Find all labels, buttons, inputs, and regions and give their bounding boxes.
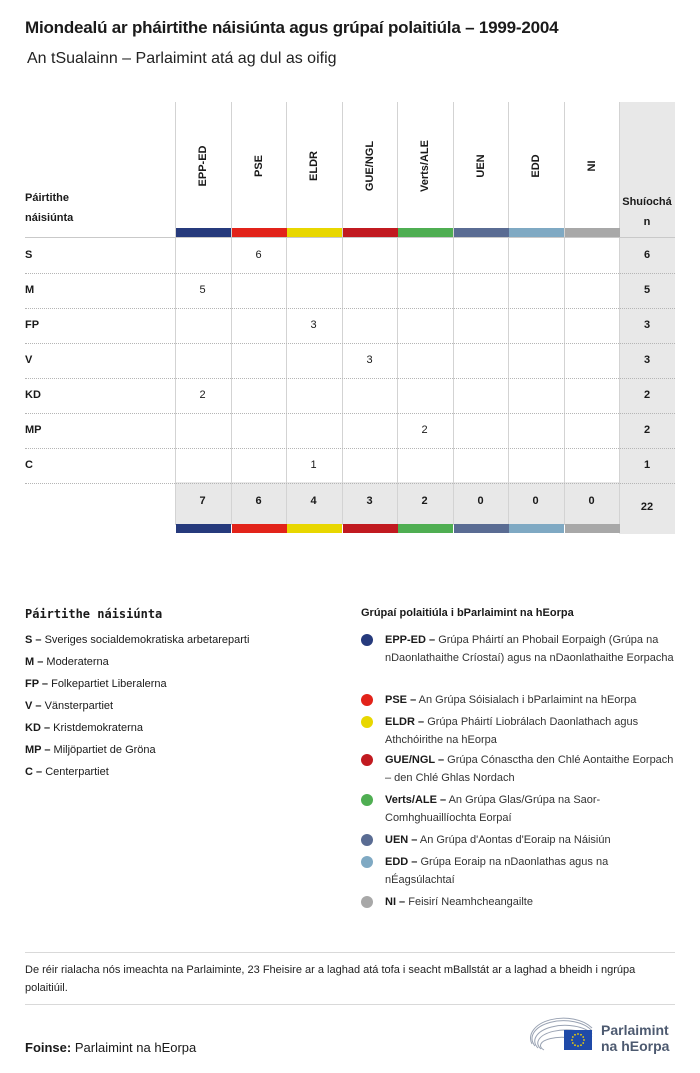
group-legend-item bbox=[361, 691, 675, 709]
group-name: An Grúpa Glas/Grúpa na Saor-Comhghuaillíochta Eorpaí bbox=[385, 794, 601, 824]
group-header-epped bbox=[175, 110, 230, 222]
eu-star-icon bbox=[580, 1044, 582, 1046]
group-color-dot-icon bbox=[361, 754, 373, 766]
group-header-label: PSE bbox=[252, 154, 265, 178]
group-legend-text bbox=[385, 893, 675, 911]
source-line bbox=[25, 1040, 196, 1055]
group-header-eldr bbox=[286, 110, 341, 222]
national-parties-legend bbox=[25, 631, 249, 785]
party-row-label: C bbox=[25, 459, 33, 471]
group-legend-text bbox=[385, 831, 675, 849]
column-total: 0 bbox=[588, 495, 595, 507]
group-name: Grúpa Cónasctha den Chlé Aontaithe Eorpach – den Chlé Ghlas Nordach bbox=[385, 754, 674, 784]
group-header-label: NI bbox=[585, 160, 598, 172]
group-color-dot-icon bbox=[361, 694, 373, 706]
party-name: Miljöpartiet de Gröna bbox=[53, 744, 156, 756]
row-divider bbox=[25, 413, 675, 414]
group-abbr: NI – bbox=[385, 896, 406, 908]
row-divider bbox=[25, 448, 675, 449]
national-parties-header: Páirtithe náisiúnta bbox=[25, 192, 74, 224]
seat-cell: 6 bbox=[255, 249, 262, 261]
column-total: 4 bbox=[310, 495, 317, 507]
party-row-label: V bbox=[25, 354, 33, 366]
group-color-bar bbox=[398, 228, 453, 237]
row-divider bbox=[25, 378, 675, 379]
group-abbr: UEN – bbox=[385, 834, 418, 846]
seats-header: Shuíochán bbox=[622, 196, 672, 228]
party-legend-item bbox=[25, 675, 249, 697]
eu-star-icon bbox=[574, 1034, 576, 1036]
party-abbr: V – bbox=[25, 700, 42, 712]
row-divider bbox=[25, 273, 675, 274]
party-row-label: S bbox=[25, 249, 33, 261]
group-legend-text bbox=[385, 751, 675, 787]
row-total: 6 bbox=[643, 249, 651, 261]
row-divider bbox=[25, 483, 675, 484]
column-total: 3 bbox=[366, 495, 373, 507]
group-legend-item bbox=[361, 631, 675, 667]
group-color-bar bbox=[176, 524, 231, 533]
row-divider bbox=[25, 308, 675, 309]
grand-total: 22 bbox=[640, 501, 654, 513]
group-abbr: EDD – bbox=[385, 856, 418, 868]
group-legend-item bbox=[361, 831, 675, 849]
group-color-bar bbox=[509, 524, 564, 533]
seat-cell: 5 bbox=[199, 284, 206, 296]
seat-cell: 3 bbox=[310, 319, 317, 331]
group-legend-text bbox=[385, 713, 675, 749]
group-header-label: Verts/ALE bbox=[418, 140, 431, 192]
group-color-dot-icon bbox=[361, 856, 373, 868]
group-color-bar bbox=[565, 228, 620, 237]
eu-star-icon bbox=[583, 1039, 585, 1041]
group-color-bar bbox=[232, 228, 287, 237]
group-color-bar bbox=[565, 524, 620, 533]
group-color-bar bbox=[343, 228, 398, 237]
group-color-dot-icon bbox=[361, 896, 373, 908]
party-abbr: FP – bbox=[25, 678, 49, 690]
seat-cell: 2 bbox=[199, 389, 206, 401]
party-legend-item bbox=[25, 741, 249, 763]
column-total: 6 bbox=[255, 495, 262, 507]
group-legend-item bbox=[361, 791, 675, 827]
group-color-bar bbox=[176, 228, 231, 237]
group-name: An Grúpa d'Aontas d'Eoraip na Náisiún bbox=[419, 834, 611, 846]
party-name: Sveriges socialdemokratiska arbetareparti bbox=[44, 634, 250, 646]
party-row-label: M bbox=[25, 284, 35, 296]
party-abbr: C – bbox=[25, 766, 43, 778]
header-divider bbox=[25, 237, 675, 238]
eu-star-icon bbox=[582, 1036, 584, 1038]
party-name: Folkepartiet Liberalerna bbox=[51, 678, 167, 690]
group-color-bar bbox=[454, 228, 509, 237]
seat-cell: 1 bbox=[310, 459, 317, 471]
row-total: 2 bbox=[643, 424, 651, 436]
group-name: Feisirí Neamhcheangailte bbox=[408, 896, 533, 908]
party-row-label: KD bbox=[25, 389, 41, 401]
national-parties-legend-title: Páirtithe náisiúnta bbox=[25, 607, 163, 621]
seats-table bbox=[25, 102, 675, 534]
party-abbr: MP – bbox=[25, 744, 51, 756]
group-color-bar bbox=[287, 524, 342, 533]
group-header-pse bbox=[231, 110, 286, 222]
group-color-dot-icon bbox=[361, 716, 373, 728]
row-total: 1 bbox=[643, 459, 651, 471]
group-color-bar bbox=[343, 524, 398, 533]
eu-star-icon bbox=[582, 1042, 584, 1044]
logo-line-2: na hEorpa bbox=[601, 1038, 670, 1054]
group-color-bar bbox=[509, 228, 564, 237]
political-groups-legend-title: Grúpaí polaitiúla i bParlaimint na hEorpa bbox=[361, 607, 574, 619]
divider bbox=[25, 952, 675, 953]
party-row-label: MP bbox=[25, 424, 42, 436]
group-color-bar bbox=[454, 524, 509, 533]
eu-star-icon bbox=[580, 1034, 582, 1036]
party-name: Centerpartiet bbox=[45, 766, 109, 778]
group-name: Grúpa Eoraip na nDaonlathas agus na nÉagsúlachtaí bbox=[385, 856, 609, 886]
source-value: Parlaimint na hEorpa bbox=[74, 1040, 197, 1055]
group-abbr: GUE/NGL – bbox=[385, 754, 445, 766]
group-color-bar bbox=[398, 524, 453, 533]
group-abbr: PSE – bbox=[385, 694, 417, 706]
group-legend-text bbox=[385, 853, 675, 889]
row-divider bbox=[25, 343, 675, 344]
column-total: 0 bbox=[477, 495, 484, 507]
group-legend-text bbox=[385, 691, 675, 709]
column-total: 2 bbox=[421, 495, 428, 507]
party-abbr: KD – bbox=[25, 722, 51, 734]
parliament-emblem-icon bbox=[530, 1014, 600, 1054]
group-abbr: ELDR – bbox=[385, 716, 425, 728]
source-label: Foinse: bbox=[25, 1040, 72, 1055]
eu-star-icon bbox=[572, 1042, 574, 1044]
eu-star-icon bbox=[571, 1039, 573, 1041]
column-total: 7 bbox=[199, 495, 206, 507]
group-name: Grúpa Pháirtí an Phobail Eorpaigh (Grúpa na nDaonlathaithe Críostaí) agus na nDaonlathaithe Eorpacha bbox=[385, 634, 674, 664]
group-legend-item bbox=[361, 713, 675, 749]
eu-star-icon bbox=[574, 1044, 576, 1046]
group-header-label: ELDR bbox=[307, 151, 320, 181]
group-abbr: EPP-ED – bbox=[385, 634, 436, 646]
row-total: 2 bbox=[643, 389, 651, 401]
party-legend-item bbox=[25, 763, 249, 785]
seat-cell: 3 bbox=[366, 354, 373, 366]
party-legend-item bbox=[25, 653, 249, 675]
column-total: 0 bbox=[532, 495, 539, 507]
party-abbr: S – bbox=[25, 634, 42, 646]
group-name: An Grúpa Sóisialach i bParlaimint na hEorpa bbox=[418, 694, 637, 706]
group-color-bar bbox=[287, 228, 342, 237]
group-header-uen bbox=[453, 110, 508, 222]
row-total: 5 bbox=[643, 284, 651, 296]
group-header-ni bbox=[564, 110, 619, 222]
group-header-vertsale bbox=[397, 110, 452, 222]
logo-line-1: Parlaimint bbox=[601, 1022, 669, 1038]
page-subtitle: An tSualainn – Parlaimint atá ag dul as oifig bbox=[27, 50, 337, 67]
page-title: Miondealú ar pháirtithe náisiúnta agus grúpaí polaitiúla – 1999-2004 bbox=[25, 18, 559, 37]
group-color-dot-icon bbox=[361, 794, 373, 806]
logo-text bbox=[601, 1022, 669, 1054]
party-legend-item bbox=[25, 697, 249, 719]
party-legend-item bbox=[25, 631, 249, 653]
group-name: Grúpa Pháirtí Liobrálach Daonlathach agus Athchóirithe na hEorpa bbox=[385, 716, 639, 746]
group-legend-item bbox=[361, 853, 675, 889]
party-name: Moderaterna bbox=[46, 656, 109, 668]
rules-note: De réir rialacha nós imeachta na Parlaiminte, 23 Fheisire ar a laghad atá tofa i seacht mBallstát ar a laghad a bheidh i ngrúpa polaitiúil. bbox=[25, 964, 636, 994]
group-legend-item bbox=[361, 751, 675, 787]
group-header-label: EDD bbox=[529, 154, 542, 178]
group-header-label: UEN bbox=[474, 154, 487, 178]
group-header-edd bbox=[508, 110, 563, 222]
group-header-guengl bbox=[342, 110, 397, 222]
group-color-dot-icon bbox=[361, 834, 373, 846]
group-header-label: EPP-ED bbox=[196, 145, 209, 187]
group-color-bar bbox=[232, 524, 287, 533]
row-total: 3 bbox=[643, 354, 651, 366]
group-color-dot-icon bbox=[361, 634, 373, 646]
group-legend-text bbox=[385, 631, 675, 667]
party-abbr: M – bbox=[25, 656, 44, 668]
group-legend-text bbox=[385, 791, 675, 827]
eu-star-icon bbox=[577, 1033, 579, 1035]
party-name: Vänsterpartiet bbox=[44, 700, 114, 712]
group-abbr: Verts/ALE – bbox=[385, 794, 447, 806]
party-legend-item bbox=[25, 719, 249, 741]
eu-star-icon bbox=[572, 1036, 574, 1038]
party-row-label: FP bbox=[25, 319, 40, 331]
eu-star-icon bbox=[577, 1045, 579, 1047]
row-total: 3 bbox=[643, 319, 651, 331]
group-legend-item bbox=[361, 893, 675, 911]
group-header-label: GUE/NGL bbox=[363, 140, 376, 192]
seat-cell: 2 bbox=[421, 424, 428, 436]
divider bbox=[25, 1004, 675, 1005]
party-name: Kristdemokraterna bbox=[53, 722, 143, 734]
